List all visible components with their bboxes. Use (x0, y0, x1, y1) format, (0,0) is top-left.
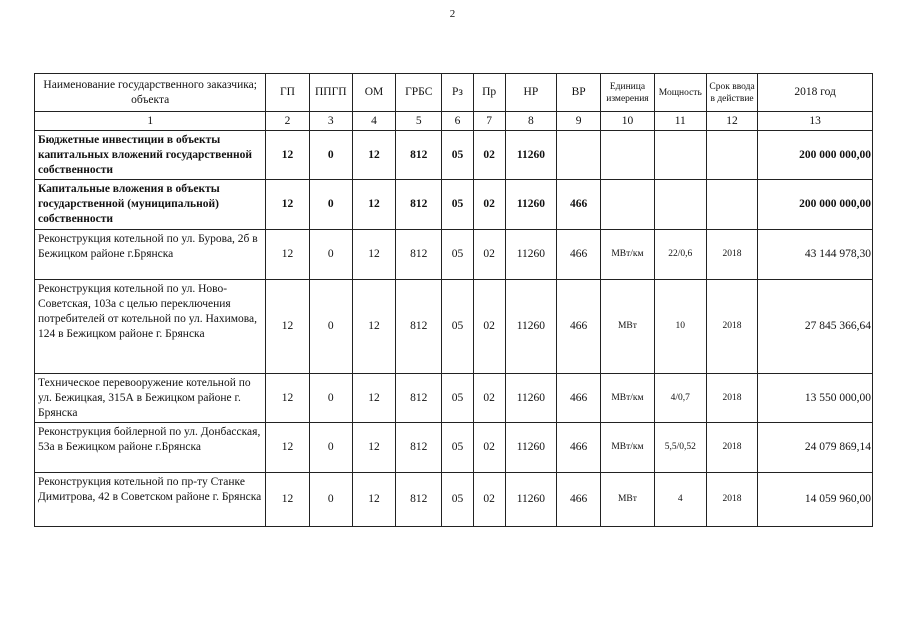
table-cell: 22/0,6 (654, 230, 706, 280)
table-cell: 2018 (706, 473, 757, 527)
table-cell: 12 (352, 280, 395, 374)
table-cell: 05 (442, 280, 473, 374)
table-cell: 0 (309, 131, 352, 180)
table-cell: 12 (266, 131, 309, 180)
table-cell: 02 (473, 374, 505, 423)
table-cell: 2018 (706, 230, 757, 280)
table-cell: 11260 (505, 423, 556, 473)
table-cell: 812 (396, 230, 442, 280)
col-number: 2 (266, 112, 309, 131)
table-cell: 10 (654, 280, 706, 374)
table-cell: 812 (396, 374, 442, 423)
header-om: ОМ (352, 74, 395, 112)
table-cell: 0 (309, 280, 352, 374)
table-cell: 0 (309, 180, 352, 230)
amount-cell: 27 845 366,64 (758, 280, 873, 374)
table-cell: 812 (396, 180, 442, 230)
page-number: 2 (449, 8, 456, 20)
table-cell: 05 (442, 423, 473, 473)
table-cell: 12 (266, 473, 309, 527)
header-name: Наименование государственного заказчика; объекта (35, 74, 266, 112)
table-cell: МВт (601, 473, 654, 527)
table-row (35, 374, 873, 423)
table-cell: 11260 (505, 131, 556, 180)
col-number: 6 (442, 112, 473, 131)
col-number: 3 (309, 112, 352, 131)
amount-cell: 24 079 869,14 (758, 423, 873, 473)
table-cell: 05 (442, 374, 473, 423)
table-cell: 466 (557, 280, 601, 374)
table-cell: МВт (601, 280, 654, 374)
header-gp: ГП (266, 74, 309, 112)
table-cell: МВт/км (601, 374, 654, 423)
table-cell: 12 (352, 180, 395, 230)
table-cell: 12 (266, 374, 309, 423)
table-cell: МВт/км (601, 230, 654, 280)
capital-investments-table (34, 73, 873, 527)
table-cell: 11260 (505, 180, 556, 230)
table-cell: 466 (557, 423, 601, 473)
table-cell: 5,5/0,52 (654, 423, 706, 473)
table-cell: 12 (352, 230, 395, 280)
amount-cell: 43 144 978,30 (758, 230, 873, 280)
table-cell: 12 (352, 473, 395, 527)
table-cell: 12 (352, 423, 395, 473)
table-cell: МВт/км (601, 423, 654, 473)
table-body (35, 131, 873, 527)
table-cell: 2018 (706, 374, 757, 423)
table-cell: 0 (309, 423, 352, 473)
header-vr: ВР (557, 74, 601, 112)
amount-cell: 200 000 000,00 (758, 131, 873, 180)
table-cell: 466 (557, 473, 601, 527)
col-number: 9 (557, 112, 601, 131)
table-row (35, 423, 873, 473)
header-row (35, 74, 873, 112)
table-cell: 0 (309, 230, 352, 280)
table-cell: 4/0,7 (654, 374, 706, 423)
col-number: 8 (505, 112, 556, 131)
col-number: 4 (352, 112, 395, 131)
header-commissioning: Срок ввода в действие (706, 74, 757, 112)
table-cell: 12 (352, 374, 395, 423)
col-number: 12 (706, 112, 757, 131)
table-cell: 05 (442, 131, 473, 180)
col-number: 1 (35, 112, 266, 131)
table-cell: 0 (309, 473, 352, 527)
table-cell (706, 180, 757, 230)
table-cell (654, 180, 706, 230)
table-cell: 02 (473, 131, 505, 180)
object-name-cell: Реконструкция котельной по ул. Ново-Советская, 103а с целью переключения потребителей от котельной по ул. Нахимова, 124 в Бежицком районе г. Брянска (35, 280, 266, 374)
object-name-cell: Реконструкция котельной по ул. Бурова, 2б в Бежицком районе г.Брянска (35, 230, 266, 280)
table-cell: 812 (396, 280, 442, 374)
table-cell: 02 (473, 473, 505, 527)
table-cell: 11260 (505, 473, 556, 527)
object-name-cell: Техническое перевооружение котельной по ул. Бежицкая, 315А в Бежицком районе г. Брянска (35, 374, 266, 423)
table-cell: 466 (557, 230, 601, 280)
table-cell: 4 (654, 473, 706, 527)
col-number: 11 (654, 112, 706, 131)
header-rz: Рз (442, 74, 473, 112)
col-number: 5 (396, 112, 442, 131)
table-cell: 12 (266, 230, 309, 280)
table-cell: 12 (266, 423, 309, 473)
table-cell: 2018 (706, 280, 757, 374)
header-pr: Пр (473, 74, 505, 112)
table-cell: 812 (396, 423, 442, 473)
table-cell (706, 131, 757, 180)
amount-cell: 13 550 000,00 (758, 374, 873, 423)
col-number: 7 (473, 112, 505, 131)
table-row (35, 473, 873, 527)
table-cell: 0 (309, 374, 352, 423)
table-row (35, 180, 873, 230)
table-cell (654, 131, 706, 180)
header-nr: НР (505, 74, 556, 112)
table-cell: 812 (396, 131, 442, 180)
table-cell: 02 (473, 280, 505, 374)
table-cell: 11260 (505, 230, 556, 280)
table-cell: 02 (473, 423, 505, 473)
table-cell: 02 (473, 180, 505, 230)
table-cell: 2018 (706, 423, 757, 473)
amount-cell: 200 000 000,00 (758, 180, 873, 230)
table-cell (601, 131, 654, 180)
table-cell: 12 (266, 180, 309, 230)
table-cell: 466 (557, 180, 601, 230)
table-cell: 466 (557, 374, 601, 423)
table-cell: 812 (396, 473, 442, 527)
table-cell (601, 180, 654, 230)
object-name-cell: Реконструкция бойлерной по ул. Донбасская, 53а в Бежицком районе г.Брянска (35, 423, 266, 473)
column-number-row (35, 112, 873, 131)
table-cell (557, 131, 601, 180)
header-grbs: ГРБС (396, 74, 442, 112)
table-cell: 05 (442, 473, 473, 527)
header-year-2018: 2018 год (758, 74, 873, 112)
table-row (35, 131, 873, 180)
col-number: 10 (601, 112, 654, 131)
header-capacity: Мощность (654, 74, 706, 112)
amount-cell: 14 059 960,00 (758, 473, 873, 527)
table-cell: 11260 (505, 280, 556, 374)
table-cell: 12 (266, 280, 309, 374)
header-ppgp: ППГП (309, 74, 352, 112)
table-row (35, 230, 873, 280)
table-cell: 05 (442, 230, 473, 280)
object-name-cell: Капитальные вложения в объекты государственной (муниципальной) собственности (35, 180, 266, 230)
object-name-cell: Реконструкция котельной по пр-ту Станке Димитрова, 42 в Советском районе г. Брянска (35, 473, 266, 527)
table-cell: 02 (473, 230, 505, 280)
col-number: 13 (758, 112, 873, 131)
object-name-cell: Бюджетные инвестиции в объекты капитальных вложений государственной собственности (35, 131, 266, 180)
table-cell: 11260 (505, 374, 556, 423)
table-cell: 05 (442, 180, 473, 230)
table-row (35, 280, 873, 374)
header-unit: Единица измерения (601, 74, 654, 112)
table-cell: 12 (352, 131, 395, 180)
